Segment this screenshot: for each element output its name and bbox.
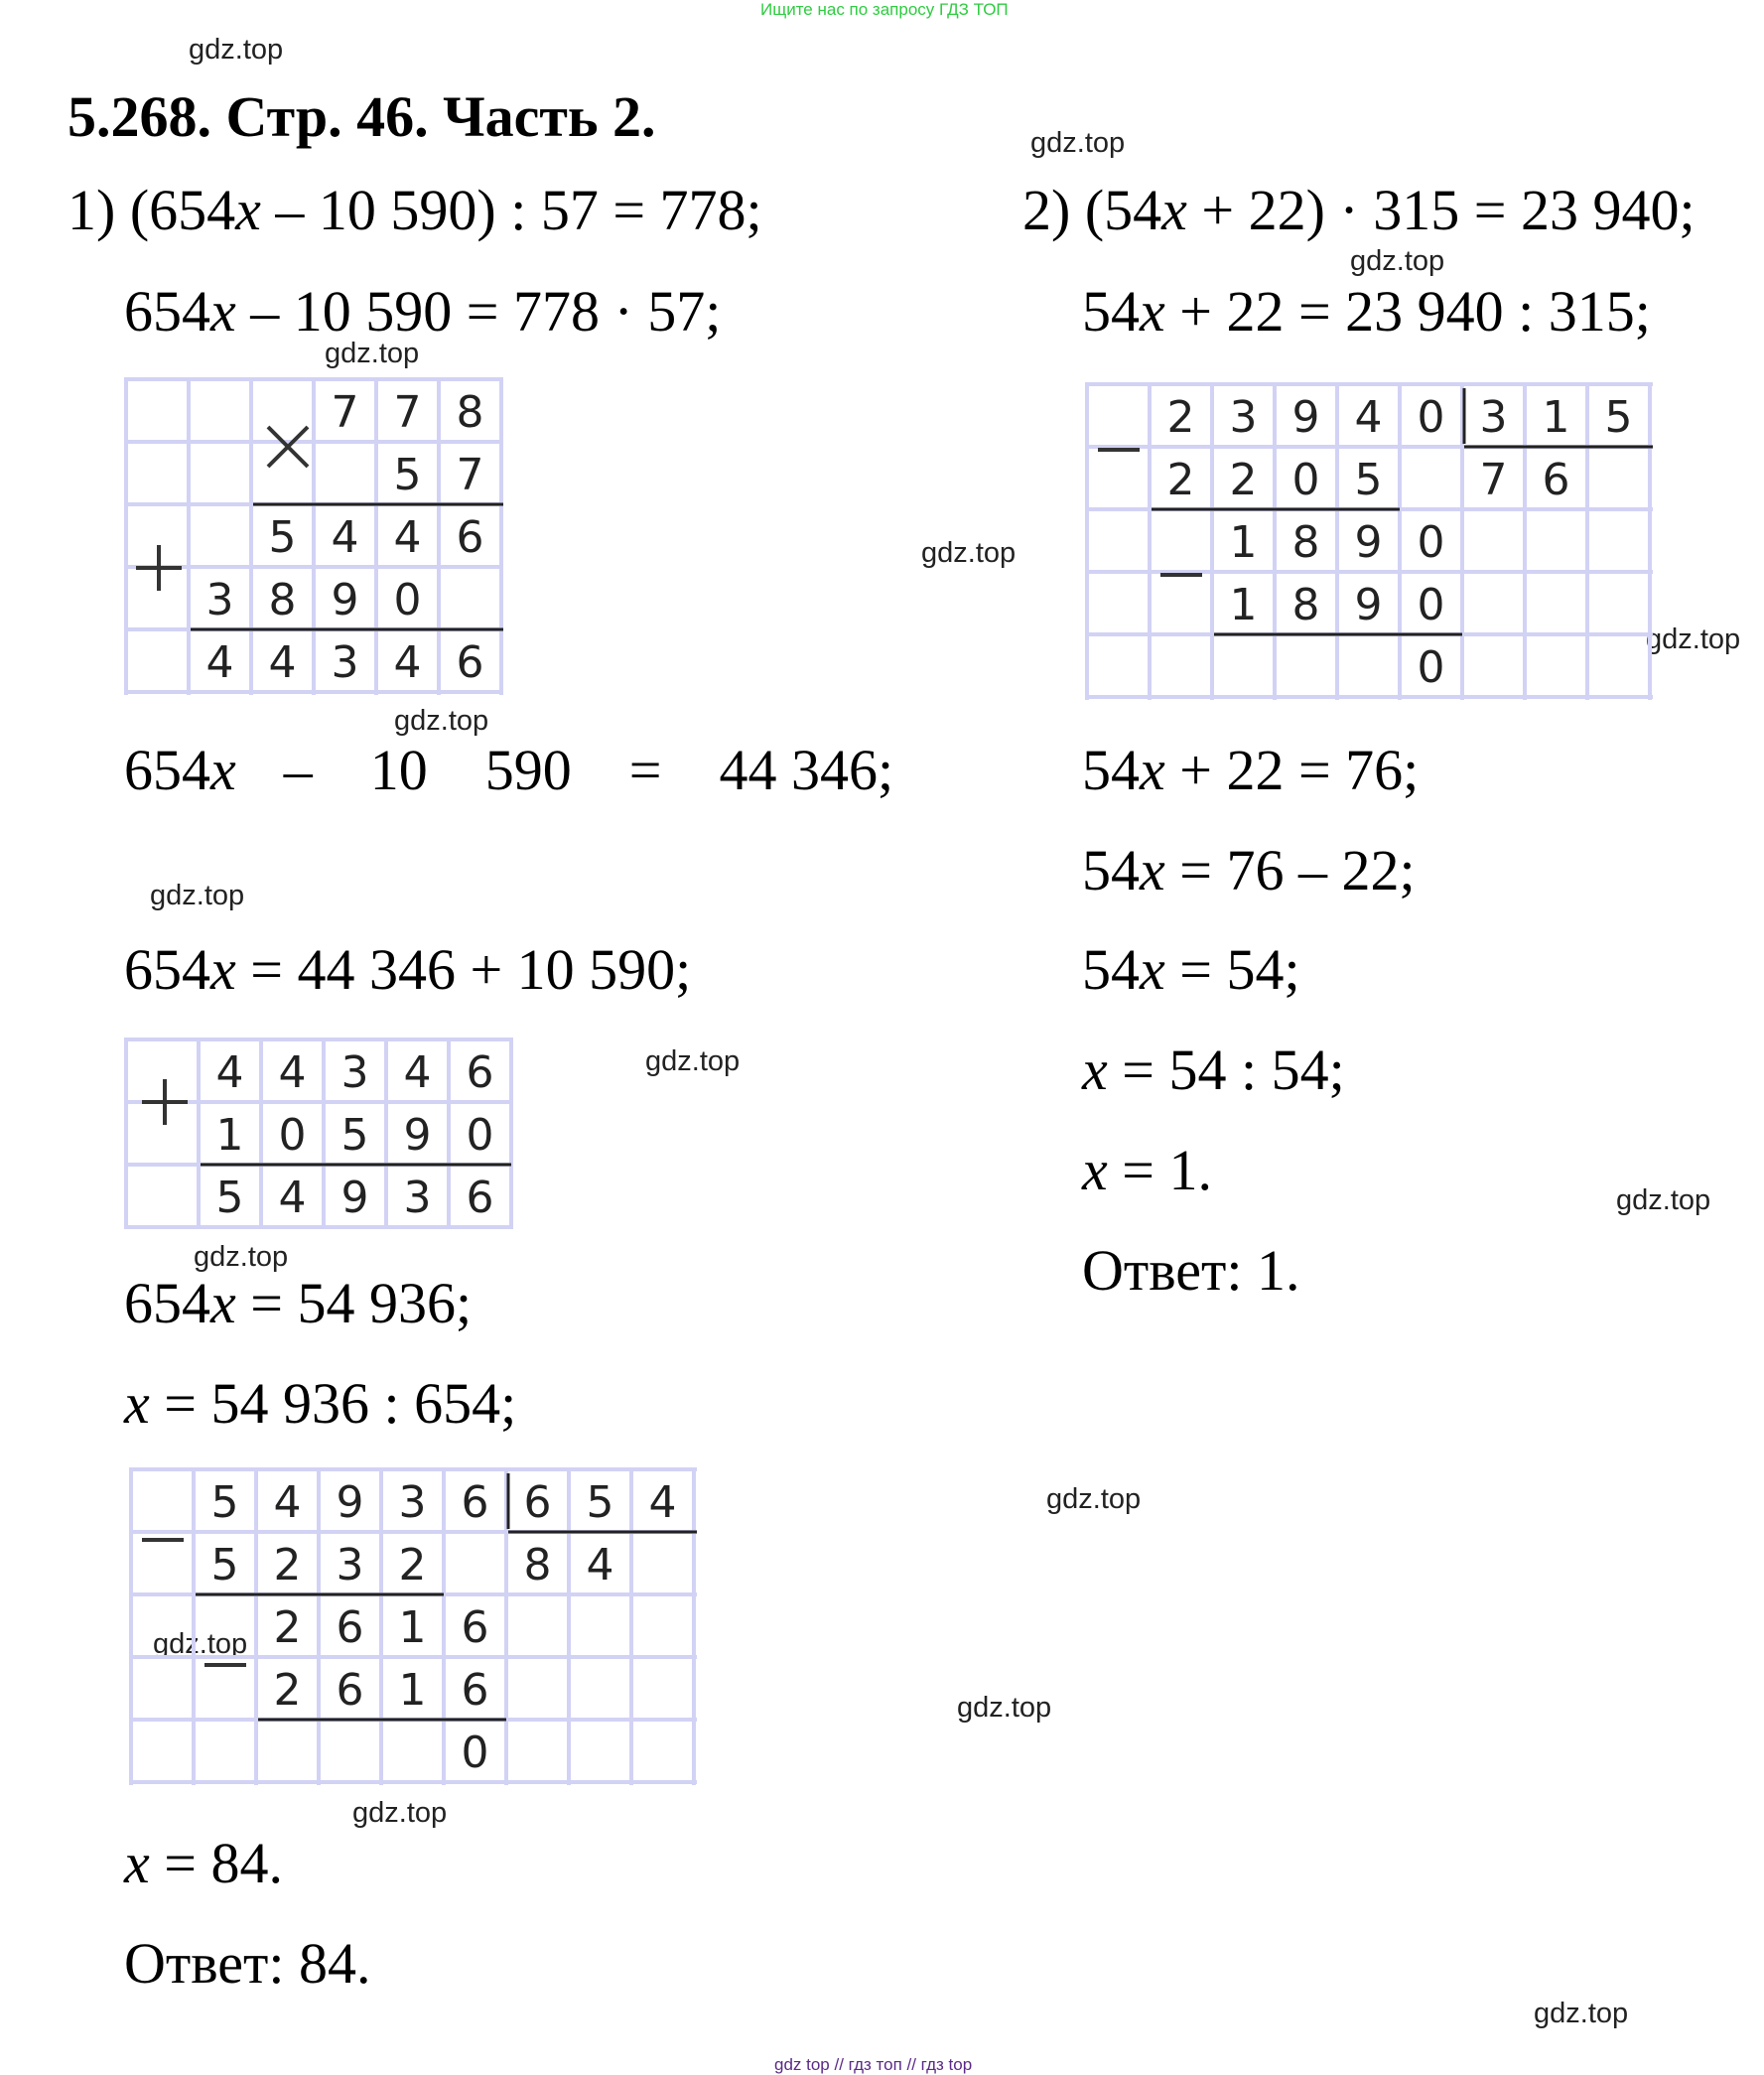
grid-digit: 4: [648, 1477, 677, 1528]
part1-division-grid: [129, 1467, 725, 1795]
grid-digit: 4: [586, 1540, 614, 1591]
grid-lines: [124, 377, 503, 695]
grid-digit: 4: [403, 1047, 432, 1098]
page-title: 5.268. Стр. 46. Часть 2.: [68, 84, 656, 149]
part2-equation-7: x = 1.: [1082, 1138, 1212, 1202]
grid-digit: 6: [466, 1173, 494, 1223]
grid-digit: 8: [523, 1540, 552, 1591]
grid-digit: 7: [456, 450, 484, 500]
grid-digit: 6: [456, 637, 484, 688]
grid-digit: 4: [268, 637, 297, 688]
part1-equation-4: 654x = 44 346 + 10 590;: [124, 937, 692, 1002]
grid-digit: 0: [461, 1728, 489, 1778]
grid-digit: 9: [336, 1477, 364, 1528]
watermark: gdz.top: [394, 705, 489, 737]
watermark: gdz.top: [921, 537, 1017, 569]
grid-digit: 6: [456, 512, 484, 563]
grid-digit: 6: [461, 1477, 489, 1528]
part1-answer: Ответ: 84.: [124, 1931, 371, 1996]
grid-digit: 2: [1166, 455, 1195, 505]
grid-digit: 0: [1417, 580, 1445, 630]
watermark: gdz.top: [325, 338, 420, 369]
multiply-sign-icon: [268, 427, 308, 467]
grid-digit: 5: [393, 450, 422, 500]
grid-digit: 4: [278, 1047, 307, 1098]
grid-digit: 7: [1479, 455, 1508, 505]
watermark: gdz.top: [150, 880, 245, 911]
part1-equation-5: 654x = 54 936;: [124, 1271, 473, 1335]
plus-sign-icon: [136, 545, 182, 591]
grid-digit: 1: [1229, 517, 1258, 568]
watermark: gdz.top: [1046, 1483, 1142, 1515]
grid-digit: 7: [331, 387, 359, 438]
grid-digit: 4: [215, 1047, 244, 1098]
search-banner: Ищите нас по запросу ГДЗ ТОП: [760, 0, 1009, 19]
grid-digit: 3: [205, 575, 234, 625]
part2-answer: Ответ: 1.: [1082, 1238, 1300, 1303]
part1-equation-2: 654x – 10 590 = 778 · 57;: [124, 279, 722, 344]
grid-digit: 6: [461, 1665, 489, 1716]
grid-lines: [124, 1038, 513, 1228]
grid-digit: 5: [1354, 455, 1383, 505]
grid-digit: 3: [398, 1477, 427, 1528]
grid-digit: 6: [523, 1477, 552, 1528]
plus-sign-icon: [142, 1079, 188, 1125]
grid-digit: 9: [331, 575, 359, 625]
part2-equation-1: 2) (54x + 22) · 315 = 23 940;: [1022, 178, 1696, 242]
watermark: gdz.top: [1350, 245, 1445, 277]
footer-text: gdz top // гдз топ // гдз top: [774, 2055, 973, 2074]
watermark: gdz.top: [153, 1628, 248, 1660]
grid-digit: 5: [210, 1540, 239, 1591]
grid-digit: 1: [398, 1602, 427, 1653]
grid-digit: 3: [331, 637, 359, 688]
grid-digit: 2: [1229, 455, 1258, 505]
grid-digit: 5: [340, 1110, 369, 1161]
grid-digit: 5: [268, 512, 297, 563]
grid-digit: 0: [1417, 517, 1445, 568]
grid-digit: 5: [1604, 392, 1633, 443]
watermark: gdz.top: [189, 34, 284, 66]
grid-digit: 9: [1291, 392, 1320, 443]
grid-digit: 3: [340, 1047, 369, 1098]
part2-equation-6: x = 54 : 54;: [1082, 1038, 1345, 1102]
part1-equation-1: 1) (654x – 10 590) : 57 = 778;: [68, 178, 762, 242]
grid-digit: 6: [336, 1602, 364, 1653]
part2-equation-4: 54x = 76 – 22;: [1082, 838, 1416, 902]
grid-digit: 4: [1354, 392, 1383, 443]
watermark: gdz.top: [1534, 1998, 1629, 2029]
grid-digit: 3: [1229, 392, 1258, 443]
grid-digit: 6: [336, 1665, 364, 1716]
grid-digit: 9: [403, 1110, 432, 1161]
grid-digit: 5: [586, 1477, 614, 1528]
part2-equation-2: 54x + 22 = 23 940 : 315;: [1082, 279, 1651, 344]
grid-digit: 2: [273, 1665, 302, 1716]
part2-division-grid: [1085, 382, 1681, 710]
grid-digit: 3: [336, 1540, 364, 1591]
grid-digit: 1: [215, 1110, 244, 1161]
part2-equation-3: 54x + 22 = 76;: [1082, 738, 1420, 802]
grid-digit: 8: [268, 575, 297, 625]
grid-digit: 5: [210, 1477, 239, 1528]
grid-digit: 4: [205, 637, 234, 688]
grid-digit: 3: [403, 1173, 432, 1223]
grid-digit: 6: [1542, 455, 1570, 505]
grid-digit: 7: [393, 387, 422, 438]
grid-digit: 8: [1291, 580, 1320, 630]
grid-digit: 6: [461, 1602, 489, 1653]
part1-equation-6: x = 54 936 : 654;: [124, 1371, 517, 1436]
watermark: gdz.top: [1616, 1184, 1711, 1216]
part2-equation-5: 54x = 54;: [1082, 937, 1300, 1002]
grid-digit: 1: [398, 1665, 427, 1716]
grid-digit: 4: [278, 1173, 307, 1223]
grid-digit: 9: [1354, 517, 1383, 568]
grid-digit: 2: [1166, 392, 1195, 443]
watermark: gdz.top: [957, 1692, 1052, 1724]
grid-digit: 0: [1417, 642, 1445, 693]
grid-digit: 9: [340, 1173, 369, 1223]
grid-digit: 0: [1291, 455, 1320, 505]
grid-digit: 0: [278, 1110, 307, 1161]
grid-digit: 1: [1229, 580, 1258, 630]
watermark: gdz.top: [645, 1045, 741, 1077]
grid-digit: 8: [456, 387, 484, 438]
grid-digit: 8: [1291, 517, 1320, 568]
grid-digit: 0: [466, 1110, 494, 1161]
grid-digit: 4: [273, 1477, 302, 1528]
grid-digit: 2: [273, 1540, 302, 1591]
grid-digit: 2: [398, 1540, 427, 1591]
part1-equation-3: 654x – 10 590 = 44 346;: [124, 738, 894, 802]
grid-digit: 0: [1417, 392, 1445, 443]
grid-digit: 0: [393, 575, 422, 625]
grid-digit: 5: [215, 1173, 244, 1223]
part1-equation-7: x = 84.: [124, 1831, 283, 1895]
grid-digit: 6: [466, 1047, 494, 1098]
watermark: gdz.top: [352, 1797, 448, 1829]
grid-digit: 3: [1479, 392, 1508, 443]
grid-digit: 4: [393, 637, 422, 688]
multiplication-grid: [124, 377, 521, 705]
watermark: gdz.top: [194, 1241, 289, 1273]
grid-digit: 9: [1354, 580, 1383, 630]
grid-digit: 2: [273, 1602, 302, 1653]
grid-digit: 1: [1542, 392, 1570, 443]
watermark: gdz.top: [1030, 127, 1126, 159]
addition-grid: [124, 1038, 521, 1236]
watermark: gdz.top: [1646, 623, 1741, 655]
grid-digit: 4: [331, 512, 359, 563]
grid-digit: 4: [393, 512, 422, 563]
